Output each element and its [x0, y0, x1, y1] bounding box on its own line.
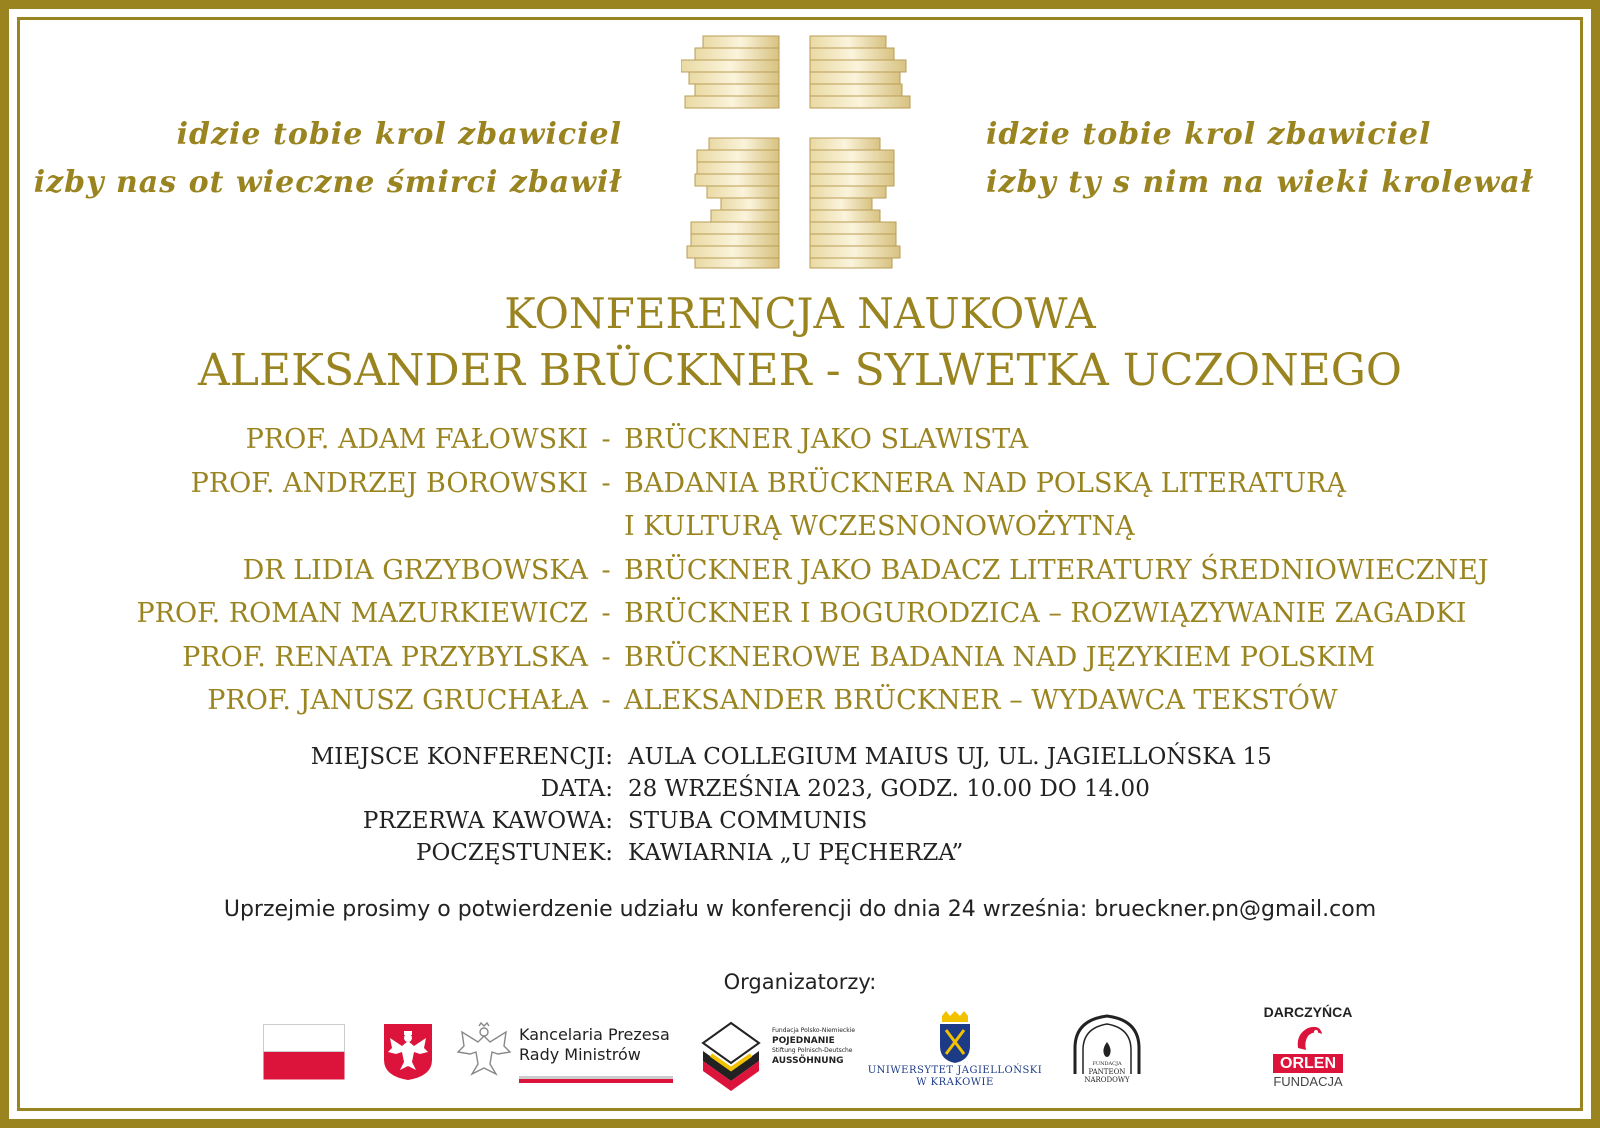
- talk-topic: ALEKSANDER BRÜCKNER – WYDAWCA TEKSTÓW: [624, 685, 1338, 716]
- talk-row: [0, 592, 1600, 636]
- event-details: [0, 741, 1600, 869]
- info-label: MIEJSCE KONFERENCJI:: [310, 744, 613, 770]
- info-label: POCZĘSTUNEK:: [415, 840, 613, 866]
- verse-right: [986, 111, 1533, 207]
- pojednanie-name: POJEDNANIE: [772, 1036, 835, 1046]
- verse-right-line-1: idzie tobie krol zbawiciel: [986, 117, 1432, 152]
- talk-dash: -: [601, 685, 611, 716]
- info-row-refreshments: [0, 837, 1600, 869]
- pojednanie-name-2: AUSSÖHNUNG: [772, 1056, 844, 1066]
- talk-dash: -: [601, 554, 611, 586]
- golden-cross-icon: [681, 34, 921, 270]
- info-value: STUBA COMMUNIS: [628, 808, 868, 834]
- talk-dash: -: [601, 467, 611, 499]
- uj-line-1: UNIWERSYTET JAGIELLOŃSKI: [867, 1065, 1043, 1076]
- talk-row: [0, 418, 1600, 462]
- uj-logo-text: [862, 1065, 1048, 1089]
- talk-dash: [588, 505, 624, 549]
- kprm-logo-text: [519, 1025, 670, 1065]
- talk-topic: BRÜCKNEROWE BADANIA NAD JĘZYKIEM POLSKIM: [624, 641, 1375, 673]
- pojednanie-foundation-icon: [701, 1021, 763, 1093]
- pojednanie-small-1: Fundacja Polsko-Niemieckie: [772, 1027, 856, 1034]
- kprm-flag-stripe-icon: [519, 1076, 673, 1084]
- panteon-line-1: PANTEON: [1088, 1068, 1126, 1076]
- polish-flag-icon: [263, 1024, 345, 1080]
- talk-speaker: [0, 505, 588, 549]
- donor-label: DARCZYŃCA: [1263, 1004, 1353, 1020]
- panteon-line-2: NARODOWY: [1084, 1076, 1130, 1084]
- talk-row: [0, 462, 1600, 506]
- talk-speaker: PROF. RENATA PRZYBYLSKA: [182, 641, 588, 673]
- talk-speaker: PROF. ANDRZEJ BOROWSKI: [190, 467, 588, 499]
- pojednanie-small-2: Stiftung Polnisch-Deutsche: [772, 1047, 853, 1054]
- talk-row: [0, 636, 1600, 680]
- orlen-wordmark: ORLEN: [1273, 1054, 1343, 1073]
- pojednanie-logo-text: [772, 1026, 855, 1066]
- kprm-eagle-icon: [456, 1020, 512, 1080]
- info-row-coffee-break: [0, 805, 1600, 837]
- talk-dash: -: [601, 598, 611, 629]
- polish-eagle-emblem-icon: [382, 1022, 434, 1082]
- conference-title: KONFERENCJA NAUKOWA: [504, 289, 1096, 338]
- uj-coat-of-arms-icon: [938, 1010, 972, 1064]
- verse-left-line-1: idzie tobie krol zbawiciel: [176, 117, 622, 152]
- conference-subtitle: ALEKSANDER BRÜCKNER - SYLWETKA UCZONEGO: [198, 345, 1402, 396]
- talk-speaker: DR LIDIA GRZYBOWSKA: [242, 554, 588, 586]
- panteon-logo-text: [1069, 1060, 1145, 1084]
- info-value: AULA COLLEGIUM MAIUS UJ, UL. JAGIELLOŃSKA 15: [628, 744, 1272, 770]
- talk-row: [0, 549, 1600, 593]
- talk-topic: BADANIA BRÜCKNERA NAD POLSKĄ LITERATURĄ: [624, 467, 1346, 499]
- verse-right-line-2: izby ty s nim na wieki krolewał: [986, 165, 1534, 200]
- talk-row-continuation: [0, 505, 1600, 549]
- panteon-small: FUNDACJA: [1092, 1061, 1122, 1067]
- talk-topic: BRÜCKNER JAKO SLAWISTA: [624, 424, 1029, 455]
- talk-topic: BRÜCKNER JAKO BADACZ LITERATURY ŚREDNIOWIECZNEJ: [624, 554, 1489, 586]
- talk-speaker: PROF. ADAM FAŁOWSKI: [245, 424, 588, 455]
- info-row-date: [0, 773, 1600, 805]
- talk-speaker: PROF. ROMAN MAZURKIEWICZ: [136, 598, 588, 629]
- info-value: 28 WRZEŚNIA 2023, GODZ. 10.00 DO 14.00: [628, 776, 1150, 802]
- kprm-line-1: Kancelaria Prezesa: [519, 1025, 670, 1044]
- talk-dash: -: [601, 424, 611, 455]
- orlen-fundacja-label: FUNDACJA: [1273, 1074, 1343, 1089]
- uj-line-2: W KRAKOWIE: [916, 1077, 994, 1088]
- talk-topic: BRÜCKNER I BOGURODZICA – ROZWIĄZYWANIE ZAGADKI: [624, 598, 1467, 629]
- orlen-eagle-icon: [1294, 1024, 1324, 1052]
- verse-left: [34, 111, 622, 207]
- organizers-label: Organizatorzy:: [723, 970, 877, 994]
- info-label: DATA:: [540, 776, 613, 802]
- info-row-venue: [0, 741, 1600, 773]
- verse-left-line-2: izby nas ot wieczne śmirci zbawił: [33, 165, 622, 200]
- talk-speaker: PROF. JANUSZ GRUCHAŁA: [207, 685, 588, 716]
- talk-topic: I KULTURĄ WCZESNONOWOŻYTNĄ: [624, 511, 1135, 542]
- rsvp-note: Uprzejmie prosimy o potwierdzenie udziału w konferencji do dnia 24 września: brueckner.pn@gmail.com: [223, 897, 1377, 922]
- talk-list: [0, 418, 1600, 723]
- kprm-line-2: Rady Ministrów: [519, 1045, 641, 1064]
- info-label: PRZERWA KAWOWA:: [362, 808, 613, 834]
- talk-dash: -: [601, 641, 611, 673]
- info-value: KAWIARNIA „U PĘCHERZA”: [628, 840, 964, 866]
- talk-row: [0, 679, 1600, 723]
